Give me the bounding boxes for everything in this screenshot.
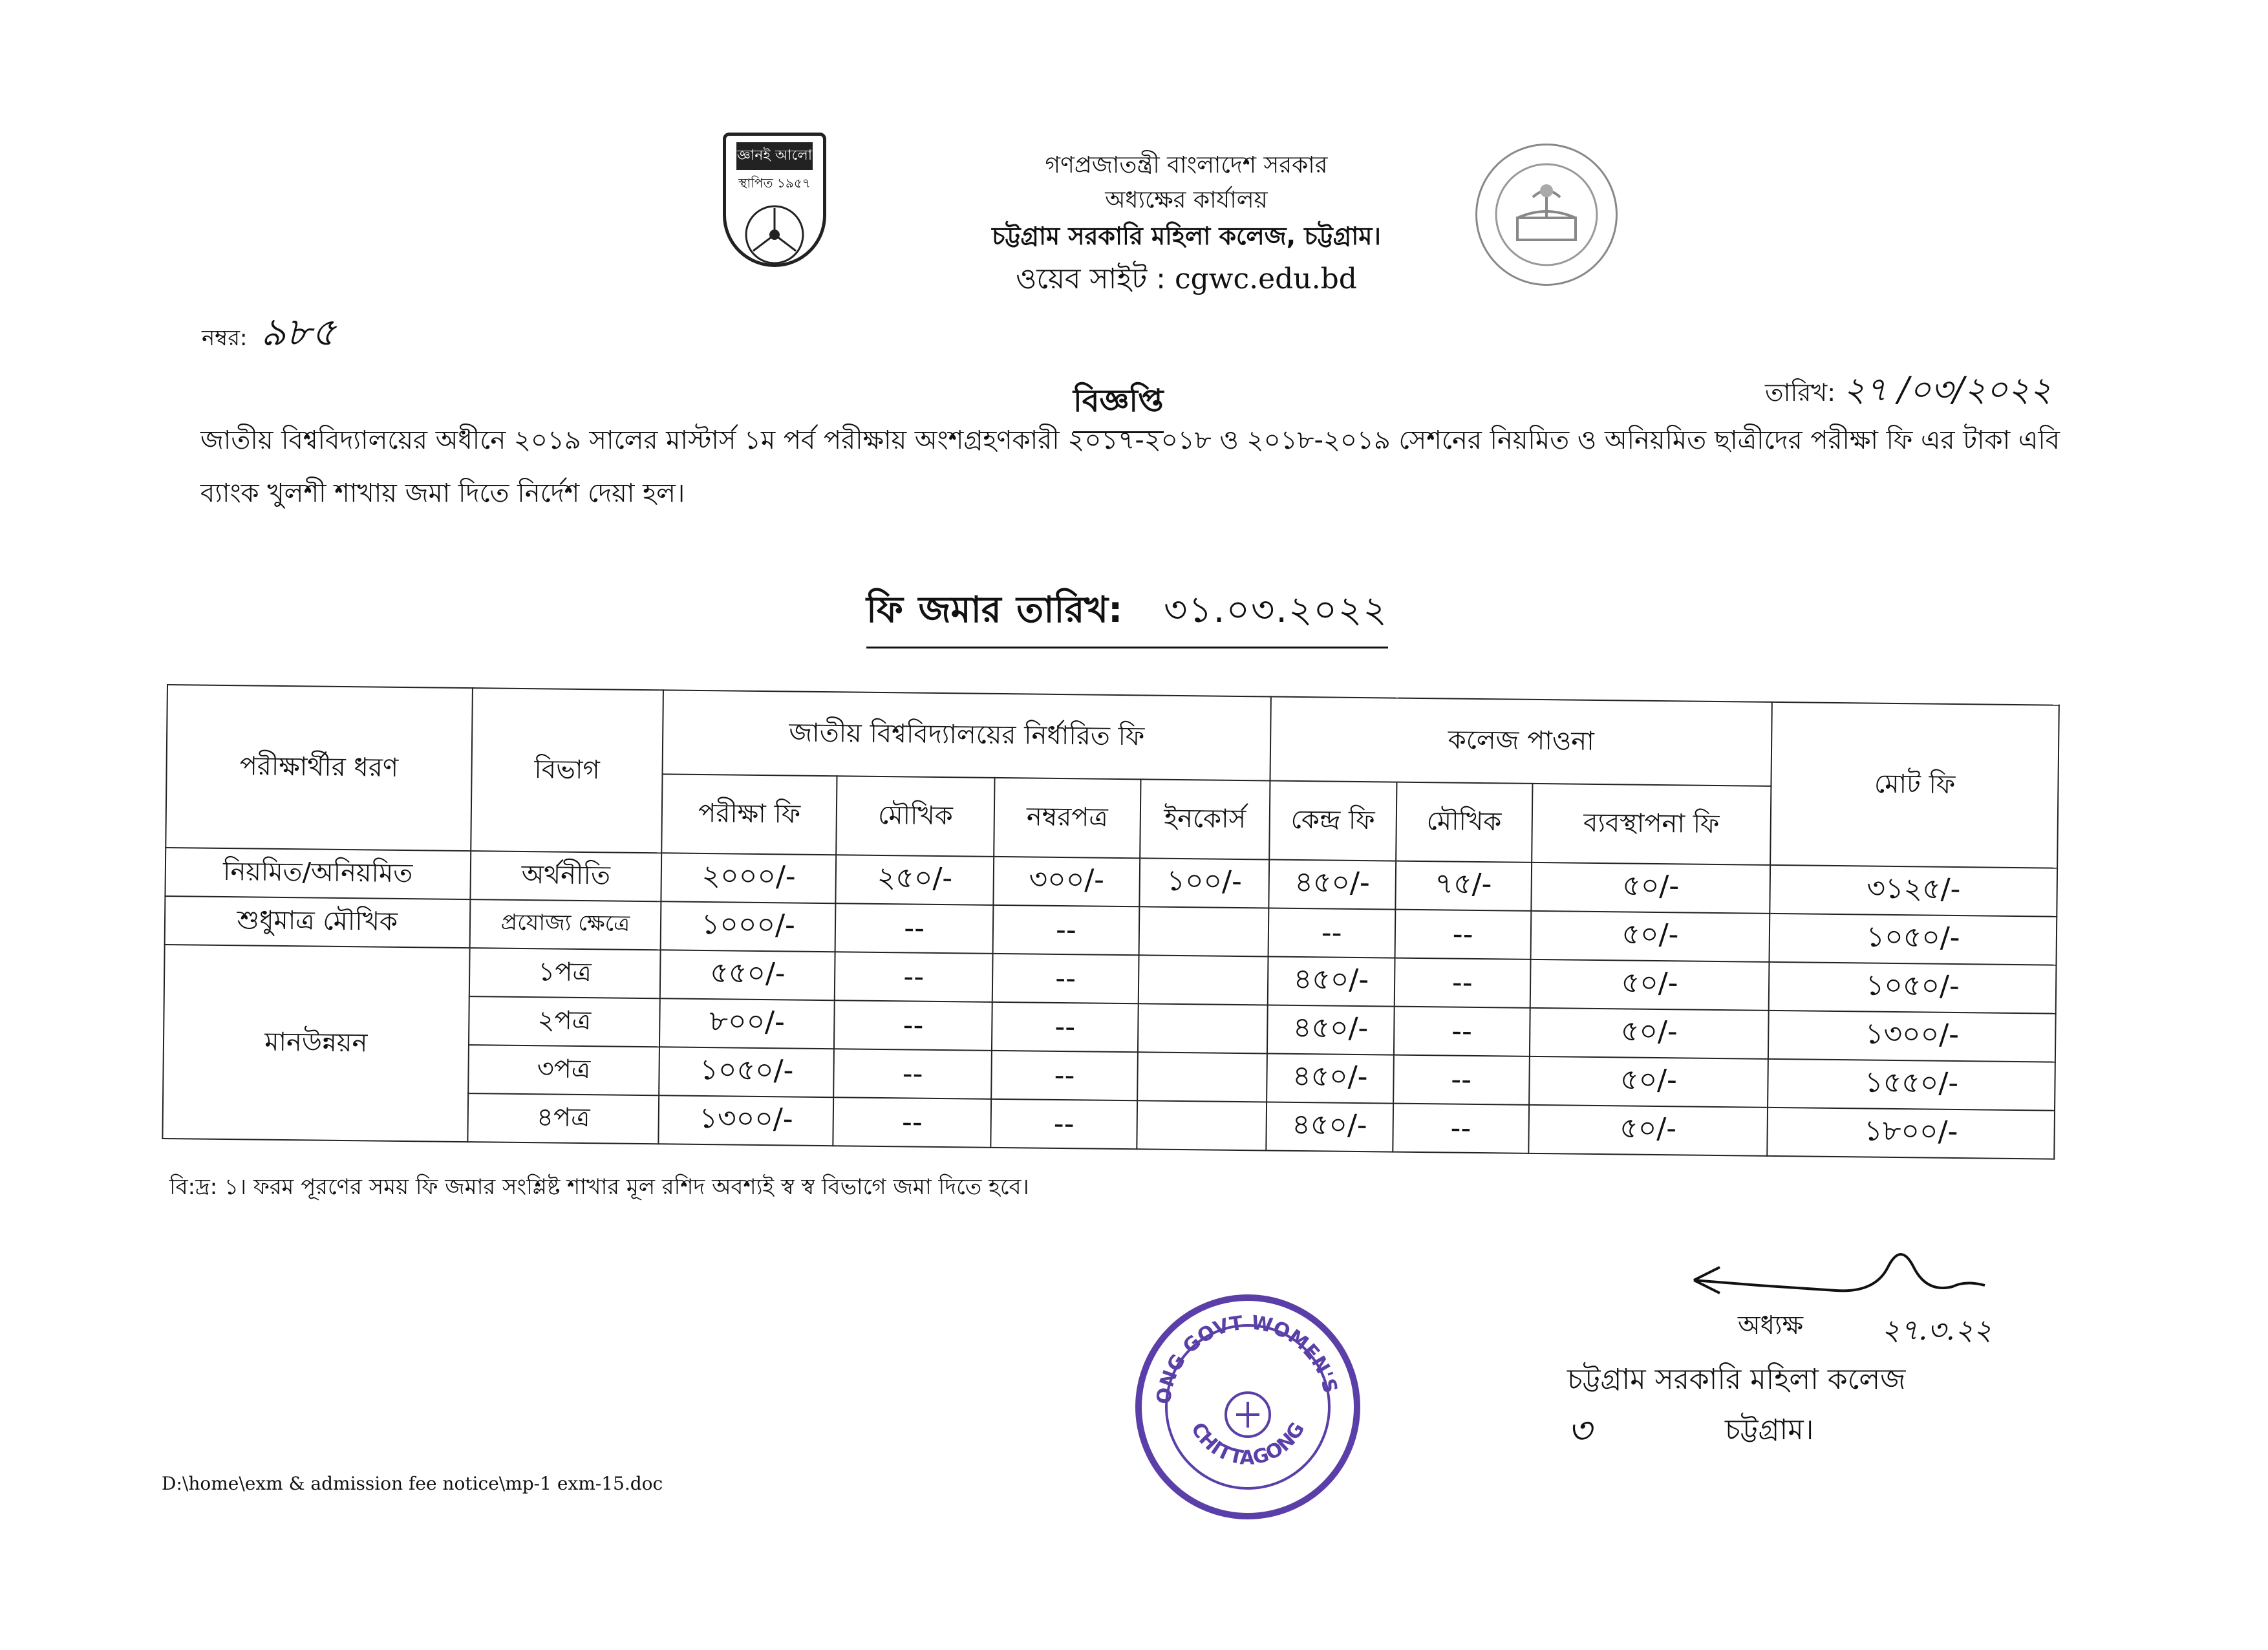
cell-dept: ৪পত্র (467, 1093, 659, 1144)
college-stamp (1135, 1294, 1360, 1519)
cell-incourse (1139, 955, 1268, 1005)
header-total-fee: মোট ফি (1770, 702, 2059, 868)
cell-management-fee: ৫০/- (1530, 959, 1770, 1011)
cell-exam-fee: ১৩০০/- (659, 1095, 834, 1146)
cell-incourse (1139, 906, 1268, 956)
date-label: তারিখ: (1765, 378, 1836, 407)
cell-total: ১৫৫০/- (1768, 1059, 2055, 1111)
website-label: ওয়েব সাইট : (1016, 262, 1166, 295)
cell-management-fee: ৫০/- (1530, 1008, 1770, 1059)
cell-management-fee: ৫০/- (1528, 1105, 1768, 1156)
seal-emblem-icon (1477, 145, 1616, 284)
cell-viva: ২৫০/- (836, 855, 994, 905)
cell-centre-fee: ৪৫০/- (1267, 1053, 1394, 1103)
fee-date-label: ফি জমার তারিখ: (866, 589, 1123, 631)
header-college-name: চট্টগ্রাম সরকারি মহিলা কলেজ, চট্টগ্রাম। (992, 222, 1381, 250)
cell-marksheet: -- (990, 1099, 1137, 1149)
cell-total: ১০৫০/- (1769, 962, 2056, 1014)
cell-viva: -- (833, 1097, 992, 1148)
cell-incourse (1138, 1003, 1268, 1053)
cell-exam-fee: ২০০০/- (661, 853, 837, 903)
stamp-bottom-text: CHITTAGONG (1186, 1419, 1310, 1470)
website-link[interactable]: cgwc.edu.bd (1175, 262, 1357, 295)
cell-viva-college: -- (1395, 910, 1531, 959)
cell-marksheet: ৩০০/- (993, 857, 1140, 906)
cell-total: ১০৫০/- (1770, 914, 2057, 965)
header-centre-fee: কেন্দ্র ফি (1269, 780, 1396, 861)
logo-emblem-icon (739, 199, 810, 270)
cell-viva-college: -- (1394, 1007, 1530, 1056)
signature-date: ২৭.৩.২২ (1881, 1314, 1993, 1347)
cell-type: শুধুমাত্র মৌখিক (165, 896, 470, 948)
cell-marksheet: -- (993, 905, 1140, 955)
cell-exam-fee: ৫৫০/- (660, 950, 835, 1000)
header-viva-college: মৌখিক (1396, 782, 1532, 862)
notice-date (1765, 363, 2051, 420)
header-department: বিভাগ (471, 688, 664, 853)
header-website (840, 257, 1532, 305)
cell-management-fee: ৫০/- (1529, 1056, 1769, 1108)
cell-total: ১৩০০/- (1768, 1011, 2055, 1062)
cell-exam-fee: ১০৫০/- (659, 1047, 835, 1097)
header-viva: মৌখিক (836, 776, 994, 857)
cell-viva: -- (834, 1000, 992, 1051)
signature-scrawl (1681, 1228, 2056, 1319)
header-exam-fee: পরীক্ষা ফি (662, 774, 837, 855)
memo-label: নম্বর: (202, 325, 248, 351)
cell-incourse (1137, 1052, 1267, 1102)
cell-dept: ১পত্র (469, 948, 661, 998)
header-college-dues: কলেজ পাওনা (1270, 696, 1772, 786)
memo-number (202, 303, 336, 367)
cell-type: মানউন্নয়ন (162, 945, 469, 1142)
cell-marksheet: -- (992, 1002, 1139, 1052)
cell-viva-college: -- (1393, 1104, 1529, 1153)
header-management-fee: ব্যবস্থাপনা ফি (1532, 784, 1771, 865)
stamp-top-text: ONG GOVT WOMEN'S (1152, 1311, 1342, 1406)
cell-viva-college: -- (1393, 1055, 1530, 1105)
cell-management-fee: ৫০/- (1530, 911, 1770, 962)
svg-text:CHITTAGONG GOVT WOMEN'S COLLEG (1142, 1301, 1343, 1406)
stamp-emblem-icon (1142, 1301, 1354, 1513)
cell-centre-fee: ৪৫০/- (1268, 956, 1395, 1006)
fee-date-value: ৩১.০৩.২০২২ (1163, 589, 1388, 631)
logo-motto: জ্ঞানই আলো (736, 142, 813, 170)
government-seal (1475, 144, 1618, 286)
cell-incourse (1137, 1100, 1267, 1150)
signatory-college: চট্টগ্রাম সরকারি মহিলা কলেজ (1567, 1363, 1906, 1396)
cell-centre-fee: ৪৫০/- (1266, 1102, 1393, 1152)
cell-marksheet: -- (992, 954, 1139, 1003)
cell-dept: অর্থনীতি (470, 851, 662, 901)
cell-viva-college: -- (1394, 958, 1530, 1008)
cell-marksheet: -- (991, 1051, 1138, 1100)
cell-management-fee: ৫০/- (1531, 862, 1771, 914)
cell-viva: -- (835, 952, 993, 1002)
notice-title: বিজ্ঞপ্তি (1073, 378, 1164, 433)
cell-viva: -- (833, 1049, 992, 1099)
cell-total: ১৮০০/- (1768, 1108, 2055, 1159)
cell-exam-fee: ১০০০/- (661, 901, 836, 952)
signatory-city: চট্টগ্রাম। (1725, 1413, 1814, 1446)
cell-total: ৩১২৫/- (1770, 865, 2057, 917)
cell-type: নিয়মিত/অনিয়মিত (165, 848, 470, 899)
header-government: গণপ্রজাতন্ত্রী বাংলাদেশ সরকার (1045, 152, 1328, 178)
college-logo (723, 133, 826, 267)
notice-body: জাতীয় বিশ্ববিদ্যালয়ের অধীনে ২০১৯ সালের মাস্টার্স ১ম পর্ব পরীক্ষায় অংশগ্রহণকারী ২০১৭-২০১৮ ও ২০১৮-২০১৯ সেশনের নিয়মিত ও অনিয়মিত ছাত্রীদের পরীক্ষা ফি এর টাকা এবি ব্যাংক খুলশী শাখায় জমা দিতে নির্দেশ দেয়া হল। (200, 425, 2060, 508)
cell-centre-fee: ৪৫০/- (1267, 1005, 1395, 1055)
footnote: বি:দ্র: ১। ফরম পূরণের সময় ফি জমার সংশ্লিষ্ট শাখার মূল রশিদ অবশ্যই স্ব স্ব বিভাগে জমা দিতে হবে। (169, 1174, 1029, 1200)
cell-exam-fee: ৮০০/- (659, 998, 835, 1049)
date-value: ২৭ /০৩/২০২২ (1843, 370, 2052, 409)
cell-centre-fee: ৪৫০/- (1268, 859, 1396, 909)
cell-dept: প্রযোজ্য ক্ষেত্রে (469, 899, 661, 950)
fee-table (162, 684, 2059, 1160)
initial-mark: ৩ (1567, 1408, 1592, 1452)
header-office: অধ্যক্ষের কার্যালয় (1105, 187, 1268, 213)
signatory-title: অধ্যক্ষ (1738, 1311, 1804, 1340)
header-marksheet: নম্বরপত্র (994, 778, 1140, 858)
header-nu-fee: জাতীয় বিশ্ববিদ্যালয়ের নির্ধারিত ফি (663, 690, 1271, 780)
memo-value: ৯৮৫ (261, 310, 337, 355)
header-candidate-type: পরীক্ষার্থীর ধরণ (166, 685, 472, 851)
cell-dept: ২পত্র (469, 996, 661, 1047)
document-file-path: D:\home\exm & admission fee notice\mp-1 exm-15.doc (162, 1473, 663, 1494)
cell-centre-fee: -- (1268, 908, 1395, 958)
cell-viva: -- (835, 903, 994, 954)
fee-deposit-date (866, 582, 1388, 648)
cell-dept: ৩পত্র (468, 1045, 660, 1095)
logo-established: স্থাপিত ১৯৫৭ (738, 175, 811, 191)
cell-viva-college: ৭৫/- (1395, 861, 1532, 911)
header-incourse: ইনকোর্স (1140, 779, 1270, 859)
cell-incourse: ১০০/- (1139, 858, 1269, 908)
